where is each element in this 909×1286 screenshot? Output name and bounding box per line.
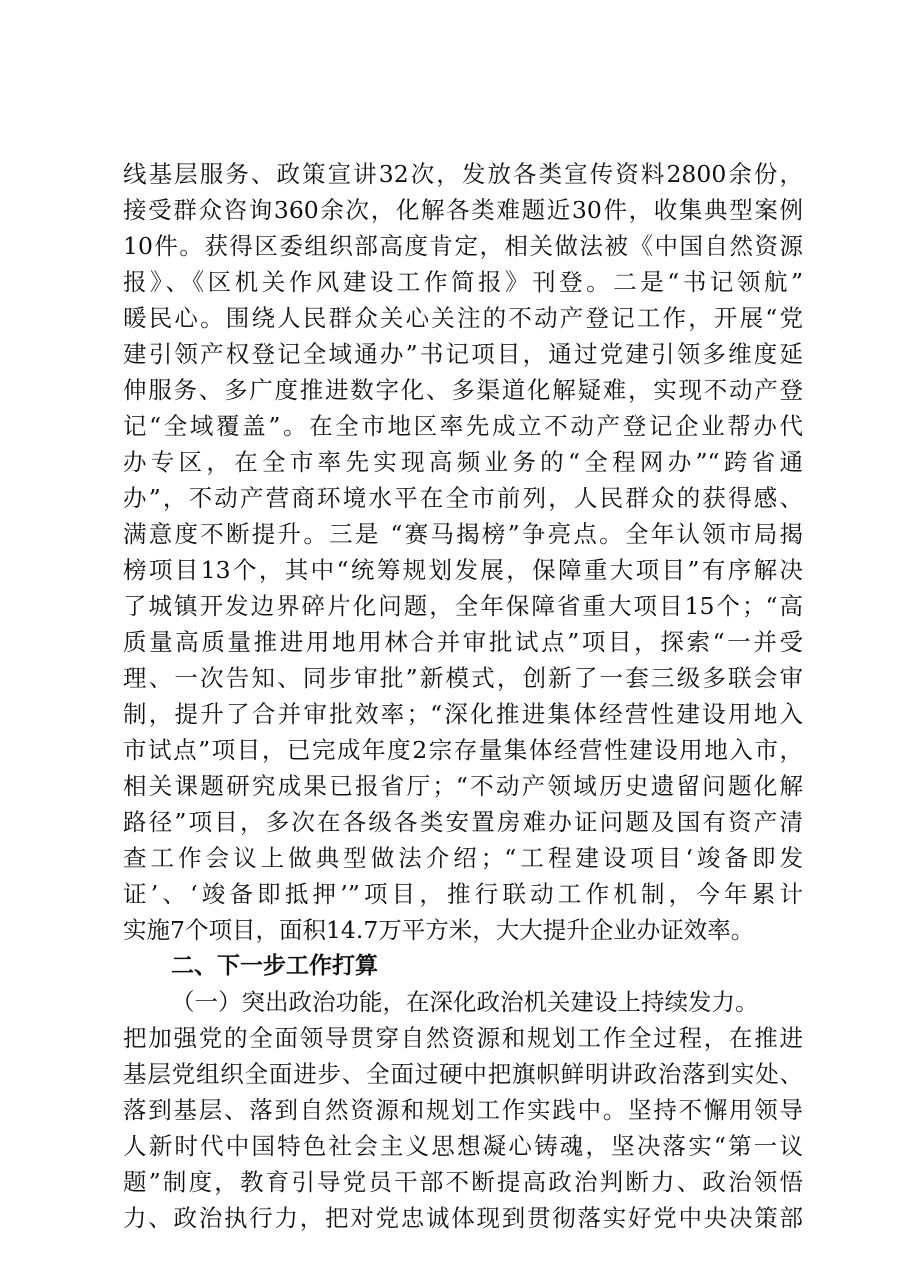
text-line: 力、政治执行力，把对党忠诚体现到贯彻落实好党中央决策部 (123, 1204, 803, 1232)
text-line: 榜项目13个，其中“统筹规划发展，保障重大项目”有序解决 (123, 556, 803, 584)
text-line: 证’、‘竣备即抵押’”项目，推行联动工作机制，今年累计 (123, 880, 803, 908)
text-line: 把加强党的全面领导贯穿自然资源和规划工作全过程，在推进 (123, 1024, 803, 1052)
text-line: 实施7个项目，面积14.7万平方米，大大提升企业办证效率。 (123, 916, 755, 944)
text-line: 满意度不断提升。三是 “赛马揭榜”争亮点。全年认领市局揭 (123, 520, 803, 548)
text-line: 接受群众咨询360余次，化解各类难题近30件，收集典型案例 (123, 196, 803, 224)
text-line: 办”，不动产营商环境水平在全市前列，人民群众的获得感、 (123, 484, 803, 512)
text-line: 报》、《区机关作风建设工作简报》刊登。二是“书记领航” (123, 268, 803, 296)
text-line: 人新时代中国特色社会主义思想凝心铸魂，坚决落实“第一议 (123, 1132, 803, 1160)
text-line: 落到基层、落到自然资源和规划工作实践中。坚持不懈用领导 (123, 1096, 803, 1124)
text-line: 了城镇开发边界碎片化问题，全年保障省重大项目15个；“高 (123, 592, 803, 620)
text-line: 质量高质量推进用地用林合并审批试点”项目，探索“一并受 (123, 628, 803, 656)
text-line: 记“全域覆盖”。在全市地区率先成立不动产登记企业帮办代 (123, 412, 803, 440)
text-line: 线基层服务、政策宣讲32次，发放各类宣传资料2800余份， (123, 160, 803, 188)
text-line: 建引领产权登记全域通办”书记项目，通过党建引领多维度延 (123, 340, 803, 368)
text-line: 市试点”项目，已完成年度2宗存量集体经营性建设用地入市， (123, 736, 803, 764)
text-line: 伸服务、多广度推进数字化、多渠道化解疑难，实现不动产登 (123, 376, 803, 404)
text-line: 查工作会议上做典型做法介绍；“工程建设项目‘竣备即发 (123, 844, 803, 872)
text-line: 暖民心。围绕人民群众关心关注的不动产登记工作，开展“党 (123, 304, 803, 332)
subsection-title: （一）突出政治功能，在深化政治机关建设上持续发力。 (171, 988, 759, 1016)
text-line: 相关课题研究成果已报省厅；“不动产领域历史遗留问题化解 (123, 772, 803, 800)
section-heading: 二、下一步工作打算 (171, 953, 378, 979)
text-line: 理、一次告知、同步审批”新模式，创新了一套三级多联会审 (123, 664, 803, 692)
text-line: 题”制度，教育引导党员干部不断提高政治判断力、政治领悟 (123, 1168, 803, 1196)
text-line: 办专区，在全市率先实现高频业务的“全程网办”“跨省通 (123, 448, 803, 476)
text-line: 路径”项目，多次在各级各类安置房难办证问题及国有资产清 (123, 808, 803, 836)
text-line: 制，提升了合并审批效率；“深化推进集体经营性建设用地入 (123, 700, 803, 728)
text-line: 10件。获得区委组织部高度肯定，相关做法被《中国自然资源 (123, 232, 803, 260)
text-line: 基层党组织全面进步、全面过硬中把旗帜鲜明讲政治落到实处、 (123, 1060, 803, 1088)
